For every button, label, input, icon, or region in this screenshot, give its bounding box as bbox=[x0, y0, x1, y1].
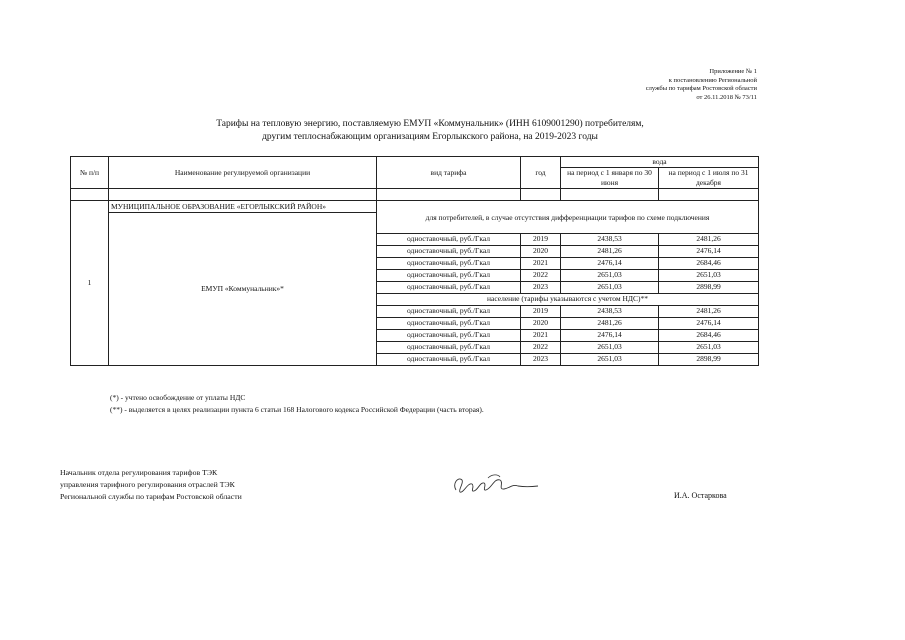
row-number: 1 bbox=[71, 201, 109, 366]
header-period-2: на период с 1 июля по 31 декабря bbox=[659, 168, 759, 189]
tariff-type-cell: одноставочный, руб./Гкал bbox=[377, 269, 521, 281]
year-cell: 2021 bbox=[521, 329, 561, 341]
note-1: (*) - учтено освобождение от уплаты НДС bbox=[110, 393, 246, 402]
tariff-type-cell: одноставочный, руб./Гкал bbox=[377, 329, 521, 341]
header-row bbox=[71, 157, 759, 168]
period-1-cell: 2476,14 bbox=[561, 257, 659, 269]
header-period-1: на период с 1 января по 30 июня bbox=[561, 168, 659, 189]
tariff-type-cell: одноставочный, руб./Гкал bbox=[377, 233, 521, 245]
period-1-cell: 2476,14 bbox=[561, 329, 659, 341]
org-name: ЕМУП «Коммунальник»* bbox=[109, 213, 377, 366]
period-1-cell: 2651,03 bbox=[561, 353, 659, 365]
period-2-cell: 2476,14 bbox=[659, 245, 759, 257]
period-2-cell: 2898,99 bbox=[659, 353, 759, 365]
signer-block bbox=[60, 467, 242, 503]
section1-title-row bbox=[71, 213, 759, 234]
period-2-cell: 2481,26 bbox=[659, 305, 759, 317]
title-line-1: Тарифы на тепловую энергию, поставляемую ЕМУП «Коммунальник» (ИНН 6109001290) потребителям, bbox=[216, 119, 644, 129]
period-1-cell: 2481,26 bbox=[561, 317, 659, 329]
signer-line-3: Региональной службы по тарифам Ростовской области bbox=[60, 492, 242, 501]
municipality-row bbox=[71, 201, 759, 213]
tariff-type-cell: одноставочный, руб./Гкал bbox=[377, 257, 521, 269]
period-1-cell: 2651,03 bbox=[561, 341, 659, 353]
tariff-type-cell: одноставочный, руб./Гкал bbox=[377, 245, 521, 257]
title-line-2: другим теплоснабжающим организациям Егорлыкского района, на 2019-2023 годы bbox=[262, 131, 598, 142]
signature-image bbox=[448, 470, 540, 498]
appendix-block bbox=[646, 68, 757, 102]
municipality-name: МУНИЦИПАЛЬНОЕ ОБРАЗОВАНИЕ «ЕГОРЛЫКСКИЙ РАЙОН» bbox=[109, 201, 377, 213]
tariff-type-cell: одноставочный, руб./Гкал bbox=[377, 281, 521, 293]
signer-name: И.А. Остаркова bbox=[674, 491, 727, 500]
tariff-type-cell: одноставочный, руб./Гкал bbox=[377, 353, 521, 365]
document-title bbox=[110, 118, 750, 143]
header-num: № п/п bbox=[71, 157, 109, 189]
period-2-cell: 2651,03 bbox=[659, 341, 759, 353]
year-cell: 2019 bbox=[521, 233, 561, 245]
year-cell: 2020 bbox=[521, 245, 561, 257]
header-org: Наименование регулируемой организации bbox=[109, 157, 377, 189]
appendix-line: от 26.11.2018 № 73/11 bbox=[696, 93, 757, 101]
tariff-type-cell: одноставочный, руб./Гкал bbox=[377, 341, 521, 353]
period-2-cell: 2684,46 bbox=[659, 257, 759, 269]
period-1-cell: 2438,53 bbox=[561, 305, 659, 317]
signer-line-2: управления тарифного регулирования отраслей ТЭК bbox=[60, 480, 235, 489]
year-cell: 2021 bbox=[521, 257, 561, 269]
period-1-cell: 2651,03 bbox=[561, 281, 659, 293]
year-cell: 2019 bbox=[521, 305, 561, 317]
period-1-cell: 2481,26 bbox=[561, 245, 659, 257]
appendix-line: службы по тарифам Ростовской области bbox=[645, 85, 757, 92]
tariff-table bbox=[70, 156, 759, 366]
appendix-line: к постановлению Региональной bbox=[668, 76, 757, 84]
period-1-cell: 2438,53 bbox=[561, 233, 659, 245]
header-year: год bbox=[521, 157, 561, 189]
signer-line-1: Начальник отдела регулирования тарифов ТЭК bbox=[60, 468, 218, 477]
tariff-type-cell: одноставочный, руб./Гкал bbox=[377, 317, 521, 329]
year-cell: 2023 bbox=[521, 281, 561, 293]
header-tariff-type: вид тарифа bbox=[377, 157, 521, 189]
period-2-cell: 2684,46 bbox=[659, 329, 759, 341]
year-cell: 2022 bbox=[521, 269, 561, 281]
note-2: (**) - выделяется в целях реализации пункта 6 статьи 168 Налогового кодекса Российской Федерации (часть вторая). bbox=[110, 405, 484, 414]
tariff-type-cell: одноставочный, руб./Гкал bbox=[377, 305, 521, 317]
spacer-row bbox=[71, 189, 759, 201]
header-group: вода bbox=[561, 157, 759, 168]
period-1-cell: 2651,03 bbox=[561, 269, 659, 281]
year-cell: 2022 bbox=[521, 341, 561, 353]
year-cell: 2023 bbox=[521, 353, 561, 365]
period-2-cell: 2481,26 bbox=[659, 233, 759, 245]
section2-title: население (тарифы указываются с учетом НДС)** bbox=[377, 293, 759, 305]
notes bbox=[110, 392, 484, 416]
year-cell: 2020 bbox=[521, 317, 561, 329]
period-2-cell: 2476,14 bbox=[659, 317, 759, 329]
section1-title: для потребителей, в случае отсутствия дифференциации тарифов по схеме подключения bbox=[377, 213, 759, 234]
period-2-cell: 2898,99 bbox=[659, 281, 759, 293]
period-2-cell: 2651,03 bbox=[659, 269, 759, 281]
appendix-line: Приложение № 1 bbox=[709, 68, 757, 75]
